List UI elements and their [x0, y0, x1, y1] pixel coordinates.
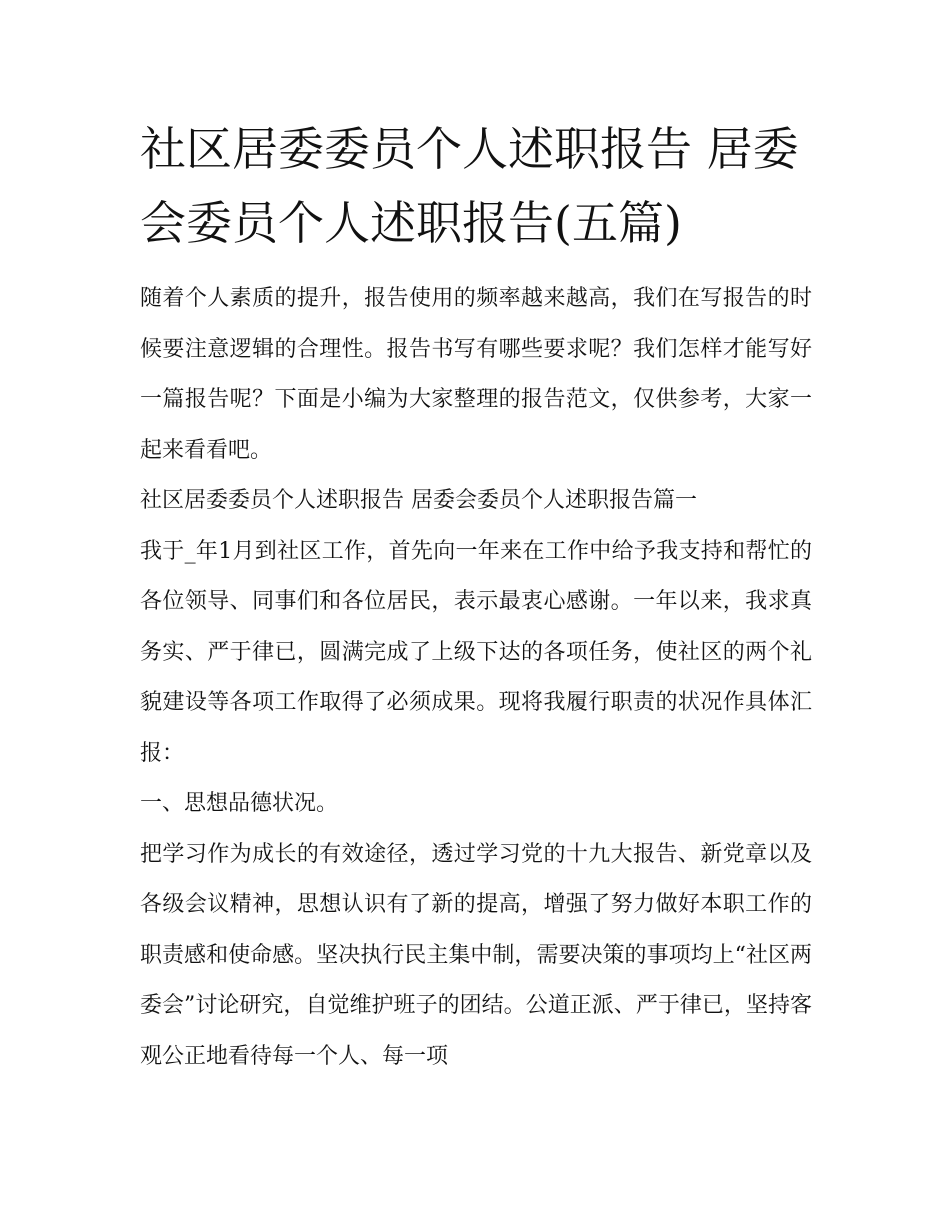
body-paragraph: 我于_年1月到社区工作，首先向一年来在工作中给予我支持和帮忙的各位领导、同事们和各位居民，表示最衷心感谢。一年以来，我求真务实、严于律已，圆满完成了上级下达的各项任务，使社区的两个礼貌建设等各项工作取得了必须成果。现将我履行职责的状况作具体汇报：	[140, 538, 812, 766]
document-page	[140, 112, 812, 1082]
body-paragraph: 把学习作为成长的有效途径，透过学习党的十九大报告、新党章以及各级会议精神，思想认识有了新的提高，增强了努力做好本职工作的职责感和使命感。坚决执行民主集中制，需要决策的事项均上“社区两委会”讨论研究，自觉维护班子的团结。公道正派、严于律已，坚持客观公正地看待每一个人、每一项	[140, 841, 812, 1069]
intro-paragraph: 随着个人素质的提升，报告使用的频率越来越高，我们在写报告的时候要注意逻辑的合理性。报告书写有哪些要求呢？我们怎样才能写好一篇报告呢？下面是小编为大家整理的报告范文，仅供参考，大家一起来看看吧。	[140, 286, 812, 463]
subsection-heading: 一、思想品德状况。	[140, 791, 339, 816]
document-title: 社区居委委员个人述职报告 居委会委员个人述职报告(五篇)	[140, 122, 799, 250]
section-heading: 社区居委委员个人述职报告 居委会委员个人述职报告篇一	[140, 488, 697, 513]
